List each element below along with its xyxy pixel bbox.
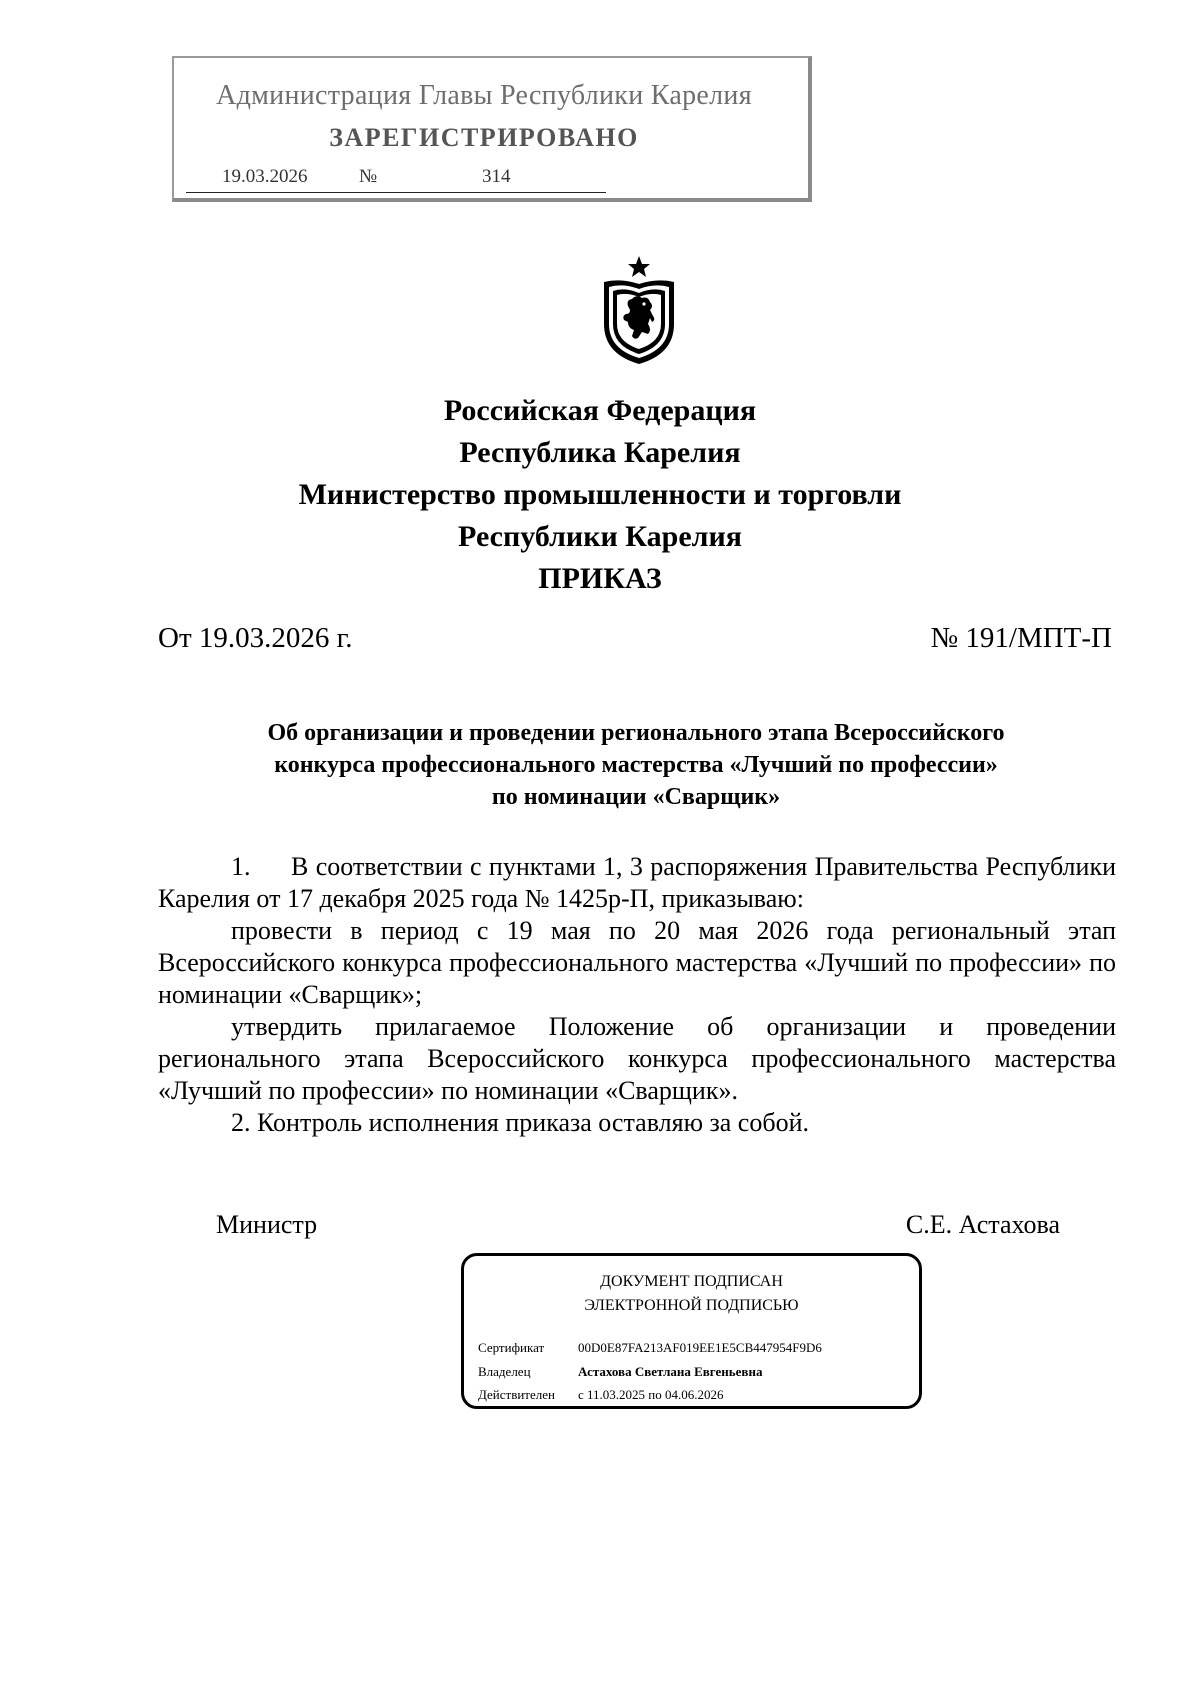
header-country: Российская Федерация bbox=[443, 394, 757, 427]
item-number: 1. bbox=[231, 852, 251, 881]
subject-line: Об организации и проведении регионального этапа Всероссийского bbox=[267, 720, 1005, 746]
body-paragraph bbox=[158, 851, 1116, 915]
order-body bbox=[158, 851, 1116, 1139]
registration-date: 19.03.2026 bbox=[222, 166, 308, 187]
item-text: В соответствии с пунктами 1, 3 распоряжения Правительства Республики Карелия от 17 декабря 2025 года № 1425р-П, приказываю: bbox=[158, 852, 1116, 913]
body-paragraph: утвердить прилагаемое Положение об организации и проведении регионального этапа Всероссийского конкурса профессионального мастерства «Лучший по профессии» по номинации «Сварщик». bbox=[158, 1012, 1116, 1105]
esig-title bbox=[464, 1270, 919, 1318]
esig-valid: с 11.03.2025 по 04.06.2026 bbox=[578, 1387, 724, 1402]
registration-number-label: № bbox=[359, 166, 378, 187]
body-paragraph: провести в период с 19 мая по 20 мая 2026 года региональный этап Всероссийского конкурса профессионального мастерства «Лучший по профессии» по номинации «Сварщик»; bbox=[158, 916, 1116, 1009]
subject-line: конкурса профессионального мастерства «Лучший по профессии» bbox=[274, 752, 998, 778]
order-number: № 191/МПТ-П bbox=[930, 622, 1112, 654]
registration-organization: Администрация Главы Республики Карелия bbox=[216, 80, 752, 111]
esig-owner: Астахова Светлана Евгеньевна bbox=[578, 1364, 763, 1379]
document-header bbox=[0, 390, 1200, 600]
document-type: ПРИКАЗ bbox=[538, 562, 662, 595]
body-paragraph: 2. Контроль исполнения приказа оставляю за собой. bbox=[231, 1108, 809, 1137]
esig-valid-row bbox=[478, 1387, 724, 1403]
header-republic: Республика Карелия bbox=[459, 436, 741, 469]
esig-owner-label: Владелец bbox=[478, 1364, 531, 1379]
karelia-coat-of-arms-icon bbox=[598, 254, 680, 366]
header-ministry-republic: Республики Карелия bbox=[458, 520, 742, 553]
subject-line: по номинации «Сварщик» bbox=[491, 784, 781, 810]
esig-title-line: ЭЛЕКТРОННОЙ ПОДПИСЬЮ bbox=[584, 1297, 799, 1314]
electronic-signature-stamp bbox=[461, 1253, 922, 1409]
header-ministry: Министерство промышленности и торговли bbox=[298, 478, 902, 511]
order-date: От 19.03.2026 г. bbox=[158, 622, 353, 654]
registration-number: 314 bbox=[482, 166, 511, 187]
esig-title-line: ДОКУМЕНТ ПОДПИСАН bbox=[600, 1273, 783, 1290]
esig-valid-label: Действителен bbox=[478, 1387, 555, 1402]
order-subject bbox=[0, 717, 1200, 813]
signatory-role: Министр bbox=[216, 1210, 318, 1239]
esig-owner-row bbox=[478, 1364, 762, 1380]
esig-certificate: 00D0E87FA213AF019EE1E5CB447954F9D6 bbox=[578, 1340, 822, 1355]
esig-certificate-label: Сертификат bbox=[478, 1340, 545, 1355]
registration-status: ЗАРЕГИСТРИРОВАНО bbox=[329, 123, 639, 152]
esig-certificate-row bbox=[478, 1340, 822, 1356]
signatory-name: С.Е. Астахова bbox=[905, 1210, 1060, 1239]
registration-stamp bbox=[172, 56, 812, 202]
